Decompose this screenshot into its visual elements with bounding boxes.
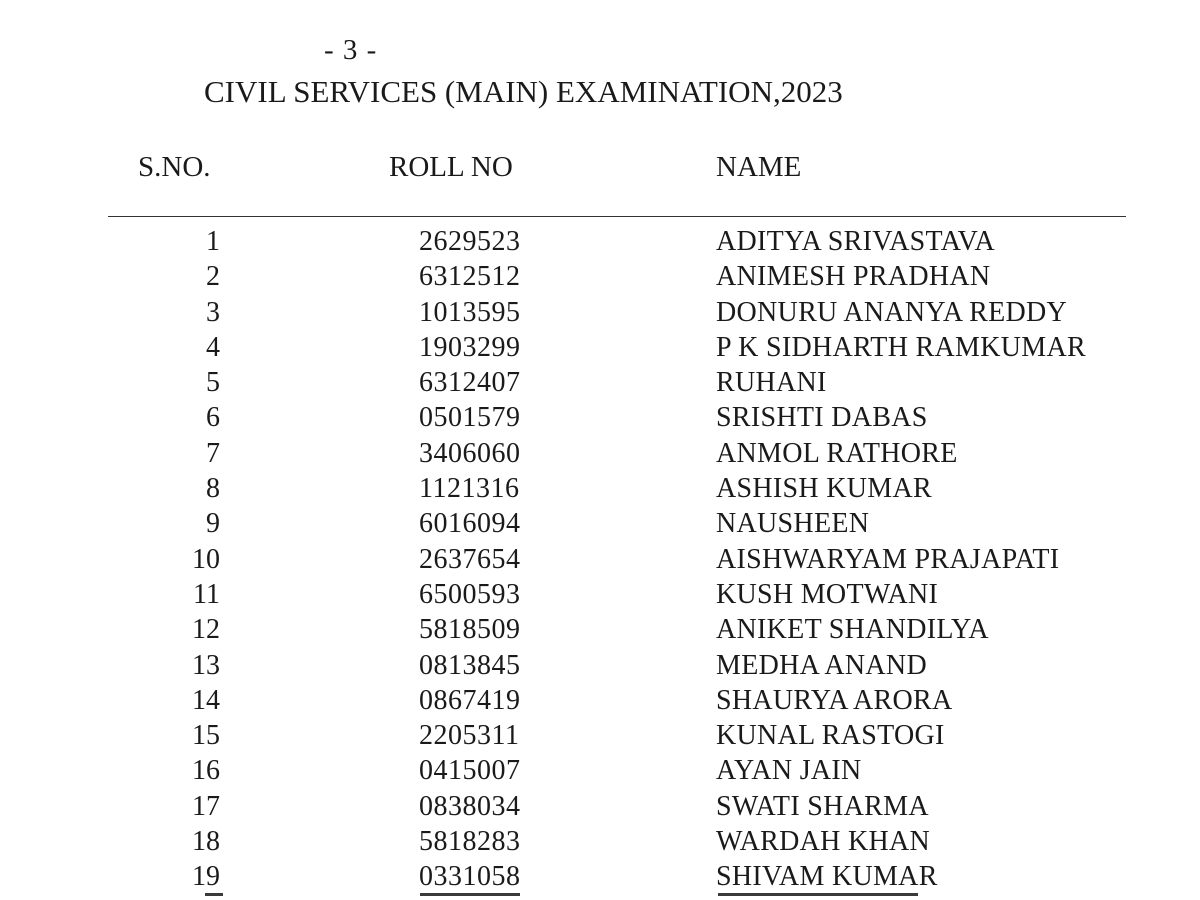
- table-row: [0, 224, 1200, 259]
- candidate-name-cell: WARDAH KHAN: [716, 826, 931, 858]
- table-row: [0, 259, 1200, 294]
- candidate-name-cell: SRISHTI DABAS: [716, 402, 928, 434]
- serial-number-cell: 10: [192, 543, 220, 575]
- candidate-name-cell: ADITYA SRIVASTAVA: [716, 226, 996, 257]
- roll-number-cell: 0415007: [419, 755, 521, 787]
- candidate-name-cell: ANMOL RATHORE: [716, 437, 958, 469]
- candidate-name-cell: KUSH MOTWANI: [716, 578, 939, 610]
- roll-number-cell: 5818509: [419, 614, 521, 646]
- serial-number-cell: 19: [192, 861, 220, 893]
- table-row: [0, 683, 1200, 718]
- document-title: CIVIL SERVICES (MAIN) EXAMINATION,2023: [204, 74, 843, 109]
- serial-number-cell: 7: [206, 437, 220, 469]
- serial-number-cell: 3: [206, 296, 220, 328]
- cut-off-name-fragment: [718, 893, 918, 896]
- candidate-name-cell: ANIKET SHANDILYA: [716, 614, 989, 646]
- serial-number-cell: 15: [192, 720, 220, 752]
- serial-number-cell: 8: [206, 473, 220, 505]
- candidate-name-cell: KUNAL RASTOGI: [716, 720, 945, 752]
- table-row: [0, 753, 1200, 788]
- cut-off-sno-fragment: [205, 893, 223, 896]
- table-row: [0, 471, 1200, 506]
- serial-number-cell: 18: [192, 826, 220, 858]
- table-row: [0, 859, 1200, 894]
- roll-number-cell: 5818283: [419, 826, 521, 858]
- candidate-name-cell: SWATI SHARMA: [716, 790, 929, 822]
- table-row: [0, 295, 1200, 330]
- table-row: [0, 365, 1200, 400]
- serial-number-cell: 9: [206, 508, 220, 540]
- table-row: [0, 400, 1200, 435]
- table-row: [0, 506, 1200, 541]
- roll-number-cell: 6500593: [419, 578, 521, 610]
- roll-number-cell: 1013595: [419, 296, 521, 328]
- serial-number-cell: 1: [206, 226, 220, 257]
- candidate-name-cell: AYAN JAIN: [716, 755, 862, 787]
- roll-number-cell: 3406060: [419, 437, 521, 469]
- table-row: [0, 789, 1200, 824]
- column-header-roll-no: ROLL NO: [389, 151, 513, 183]
- table-row: [0, 330, 1200, 365]
- table-row: [0, 436, 1200, 471]
- serial-number-cell: 13: [192, 649, 220, 681]
- serial-number-cell: 11: [193, 578, 220, 610]
- serial-number-cell: 14: [192, 684, 220, 716]
- roll-number-cell: 0331058: [419, 861, 521, 893]
- table-row: [0, 648, 1200, 683]
- serial-number-cell: 5: [206, 367, 220, 399]
- table-row: [0, 542, 1200, 577]
- candidate-name-cell: P K SIDHARTH RAMKUMAR: [716, 331, 1086, 363]
- candidate-name-cell: ANIMESH PRADHAN: [716, 261, 991, 293]
- roll-number-cell: 6016094: [419, 508, 521, 540]
- candidate-name-cell: AISHWARYAM PRAJAPATI: [716, 543, 1060, 575]
- roll-number-cell: 0867419: [419, 684, 521, 716]
- cut-off-roll-fragment: [420, 893, 520, 896]
- serial-number-cell: 16: [192, 755, 220, 787]
- roll-number-cell: 6312512: [419, 261, 521, 293]
- results-table-body: [0, 224, 1200, 895]
- serial-number-cell: 4: [206, 331, 220, 363]
- serial-number-cell: 12: [192, 614, 220, 646]
- column-header-sno: S.NO.: [138, 151, 211, 183]
- candidate-name-cell: NAUSHEEN: [716, 508, 870, 540]
- roll-number-cell: 2205311: [419, 720, 520, 752]
- table-row: [0, 577, 1200, 612]
- serial-number-cell: 17: [192, 790, 220, 822]
- table-row: [0, 612, 1200, 647]
- table-row: [0, 824, 1200, 859]
- roll-number-cell: 6312407: [419, 367, 521, 399]
- roll-number-cell: 2637654: [419, 543, 521, 575]
- roll-number-cell: 1903299: [419, 331, 521, 363]
- roll-number-cell: 0813845: [419, 649, 521, 681]
- candidate-name-cell: SHIVAM KUMAR: [716, 861, 938, 893]
- candidate-name-cell: DONURU ANANYA REDDY: [716, 296, 1068, 328]
- serial-number-cell: 2: [206, 261, 220, 293]
- page-number: - 3 -: [324, 34, 378, 66]
- candidate-name-cell: SHAURYA ARORA: [716, 684, 953, 716]
- roll-number-cell: 0501579: [419, 402, 521, 434]
- column-header-name: NAME: [716, 151, 802, 183]
- header-divider: [108, 216, 1126, 217]
- candidate-name-cell: MEDHA ANAND: [716, 649, 927, 681]
- candidate-name-cell: RUHANI: [716, 367, 827, 399]
- roll-number-cell: 1121316: [419, 473, 520, 505]
- candidate-name-cell: ASHISH KUMAR: [716, 473, 932, 505]
- roll-number-cell: 0838034: [419, 790, 521, 822]
- table-row: [0, 718, 1200, 753]
- serial-number-cell: 6: [206, 402, 220, 434]
- roll-number-cell: 2629523: [419, 226, 521, 257]
- cut-off-row: [0, 893, 1200, 900]
